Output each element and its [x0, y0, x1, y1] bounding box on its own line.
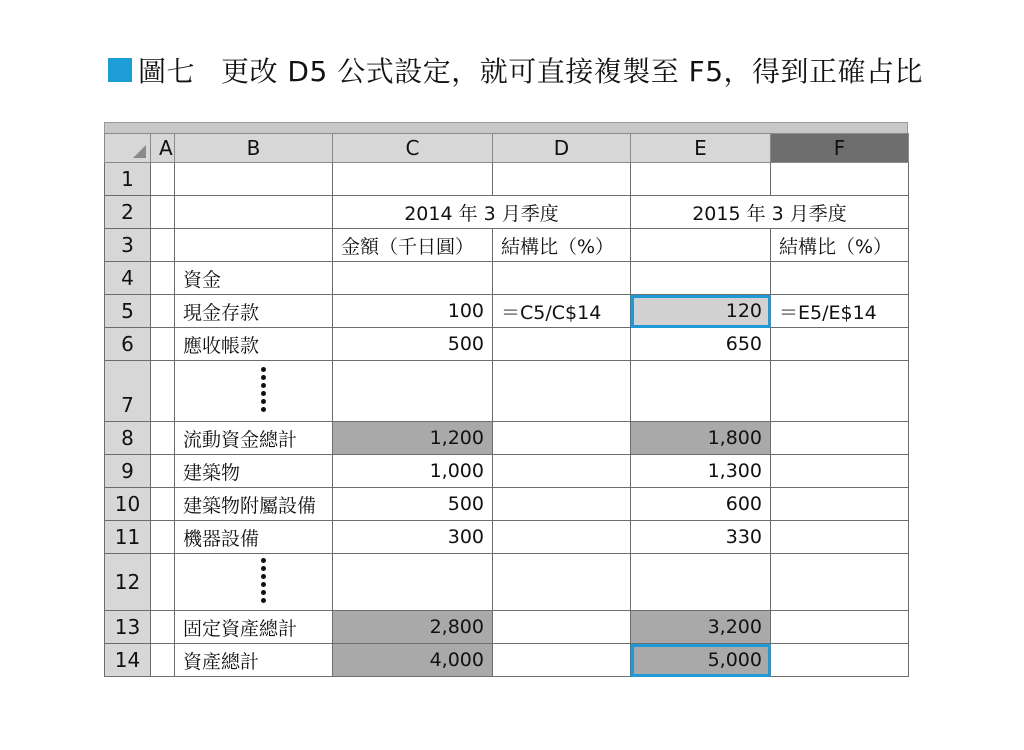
column-header-f-selected[interactable]: F — [771, 134, 909, 163]
cell-e6[interactable]: 650 — [631, 328, 771, 361]
cell-e2-merged[interactable]: 2015 年 3 月季度 — [631, 196, 909, 229]
cell-c9[interactable]: 1,000 — [333, 455, 493, 488]
table-row — [105, 521, 909, 554]
cell-e13-total[interactable]: 3,200 — [631, 611, 771, 644]
column-header-d[interactable]: D — [493, 134, 631, 163]
cell-e3[interactable] — [631, 229, 771, 262]
table-row — [105, 163, 909, 196]
cell-e7[interactable] — [631, 361, 771, 422]
cell-f14[interactable] — [771, 644, 909, 677]
table-row — [105, 229, 909, 262]
cell-e12[interactable] — [631, 554, 771, 611]
cell-a6[interactable] — [151, 328, 175, 361]
cell-a12[interactable] — [151, 554, 175, 611]
row-header[interactable]: 13 — [105, 611, 151, 644]
table-row — [105, 196, 909, 229]
cell-b7[interactable] — [175, 361, 333, 422]
cell-a9[interactable] — [151, 455, 175, 488]
cell-c7[interactable] — [333, 361, 493, 422]
cell-e8-total[interactable]: 1,800 — [631, 422, 771, 455]
table-row — [105, 361, 909, 422]
cell-c11[interactable]: 300 — [333, 521, 493, 554]
spreadsheet — [104, 122, 908, 677]
caption-text: 更改 D5 公式設定，就可直接複製至 F5，得到正確占比 — [221, 55, 924, 88]
cell-c6[interactable]: 500 — [333, 328, 493, 361]
cell-e4[interactable] — [631, 262, 771, 295]
cell-a4[interactable] — [151, 262, 175, 295]
cell-f11[interactable] — [771, 521, 909, 554]
table-row — [105, 611, 909, 644]
cell-f4[interactable] — [771, 262, 909, 295]
figure-caption — [108, 52, 923, 88]
sheet-top-bar — [104, 122, 908, 133]
cell-a1[interactable] — [151, 163, 175, 196]
column-header-b[interactable]: B — [175, 134, 333, 163]
cell-c1[interactable] — [333, 163, 493, 196]
table-row — [105, 328, 909, 361]
caption-label: 圖七 — [138, 55, 196, 88]
cell-d14[interactable] — [493, 644, 631, 677]
row-header[interactable]: 12 — [105, 554, 151, 611]
cell-b6[interactable]: 應收帳款 — [175, 328, 333, 361]
cell-f6[interactable] — [771, 328, 909, 361]
column-header-e[interactable]: E — [631, 134, 771, 163]
cell-e1[interactable] — [631, 163, 771, 196]
column-header-row — [105, 134, 909, 163]
table-row — [105, 422, 909, 455]
vertical-ellipsis-icon — [261, 558, 267, 606]
row-header[interactable]: 8 — [105, 422, 151, 455]
cell-a7[interactable] — [151, 361, 175, 422]
column-header-c[interactable]: C — [333, 134, 493, 163]
cell-b11[interactable]: 機器設備 — [175, 521, 333, 554]
cell-f5-formula[interactable]: ＝E5/E$14 — [771, 295, 909, 328]
cell-b5[interactable]: 現金存款 — [175, 295, 333, 328]
cell-c13-total[interactable]: 2,800 — [333, 611, 493, 644]
cell-b4[interactable]: 資金 — [175, 262, 333, 295]
cell-d3[interactable]: 結構比（%） — [493, 229, 631, 262]
cell-d9[interactable] — [493, 455, 631, 488]
cell-b2[interactable] — [175, 196, 333, 229]
row-header[interactable]: 14 — [105, 644, 151, 677]
row-header[interactable]: 10 — [105, 488, 151, 521]
table-row — [105, 455, 909, 488]
cell-b9[interactable]: 建築物 — [175, 455, 333, 488]
cell-e11[interactable]: 330 — [631, 521, 771, 554]
row-header[interactable]: 6 — [105, 328, 151, 361]
select-all-corner[interactable] — [105, 134, 151, 163]
cell-b12[interactable] — [175, 554, 333, 611]
vertical-ellipsis-icon — [261, 367, 267, 415]
cell-b8[interactable]: 流動資金總計 — [175, 422, 333, 455]
cell-f1[interactable] — [771, 163, 909, 196]
cell-c3[interactable]: 金額（千日圓） — [333, 229, 493, 262]
cell-f10[interactable] — [771, 488, 909, 521]
cell-c10[interactable]: 500 — [333, 488, 493, 521]
cell-a14[interactable] — [151, 644, 175, 677]
cell-d4[interactable] — [493, 262, 631, 295]
cell-a2[interactable] — [151, 196, 175, 229]
table-row — [105, 644, 909, 677]
cell-e10[interactable]: 600 — [631, 488, 771, 521]
cell-e5-highlighted[interactable]: 120 — [631, 295, 771, 328]
cell-c5[interactable]: 100 — [333, 295, 493, 328]
cell-b14[interactable]: 資產總計 — [175, 644, 333, 677]
cell-d8[interactable] — [493, 422, 631, 455]
cell-f7[interactable] — [771, 361, 909, 422]
row-header[interactable]: 2 — [105, 196, 151, 229]
column-header-a[interactable]: A — [151, 134, 175, 163]
table-row — [105, 488, 909, 521]
cell-d11[interactable] — [493, 521, 631, 554]
cell-b13[interactable]: 固定資產總計 — [175, 611, 333, 644]
cell-a8[interactable] — [151, 422, 175, 455]
cell-a5[interactable] — [151, 295, 175, 328]
cell-c14-total[interactable]: 4,000 — [333, 644, 493, 677]
cell-b1[interactable] — [175, 163, 333, 196]
row-header[interactable]: 11 — [105, 521, 151, 554]
cell-a13[interactable] — [151, 611, 175, 644]
cell-f13[interactable] — [771, 611, 909, 644]
cell-b3[interactable] — [175, 229, 333, 262]
cell-d10[interactable] — [493, 488, 631, 521]
cell-d7[interactable] — [493, 361, 631, 422]
cell-a10[interactable] — [151, 488, 175, 521]
cell-f3[interactable]: 結構比（%） — [771, 229, 909, 262]
cell-a3[interactable] — [151, 229, 175, 262]
row-header[interactable]: 1 — [105, 163, 151, 196]
cell-d13[interactable] — [493, 611, 631, 644]
cell-b10[interactable]: 建築物附屬設備 — [175, 488, 333, 521]
cell-d5-formula[interactable]: ＝C5/C$14 — [493, 295, 631, 328]
table-row — [105, 554, 909, 611]
row-header[interactable]: 5 — [105, 295, 151, 328]
row-header[interactable]: 3 — [105, 229, 151, 262]
table-row — [105, 295, 909, 328]
cell-d1[interactable] — [493, 163, 631, 196]
cell-c4[interactable] — [333, 262, 493, 295]
cell-c8-total[interactable]: 1,200 — [333, 422, 493, 455]
table-row — [105, 262, 909, 295]
cell-e9[interactable]: 1,300 — [631, 455, 771, 488]
cell-e14-highlighted[interactable]: 5,000 — [631, 644, 771, 677]
cell-d12[interactable] — [493, 554, 631, 611]
cell-f8[interactable] — [771, 422, 909, 455]
caption-marker-square — [108, 58, 132, 82]
row-header[interactable]: 9 — [105, 455, 151, 488]
cell-d6[interactable] — [493, 328, 631, 361]
cell-c2-merged[interactable]: 2014 年 3 月季度 — [333, 196, 631, 229]
cell-f9[interactable] — [771, 455, 909, 488]
spreadsheet-grid — [104, 133, 909, 677]
cell-c12[interactable] — [333, 554, 493, 611]
cell-a11[interactable] — [151, 521, 175, 554]
cell-f12[interactable] — [771, 554, 909, 611]
row-header[interactable]: 4 — [105, 262, 151, 295]
row-header[interactable]: 7 — [105, 361, 151, 422]
